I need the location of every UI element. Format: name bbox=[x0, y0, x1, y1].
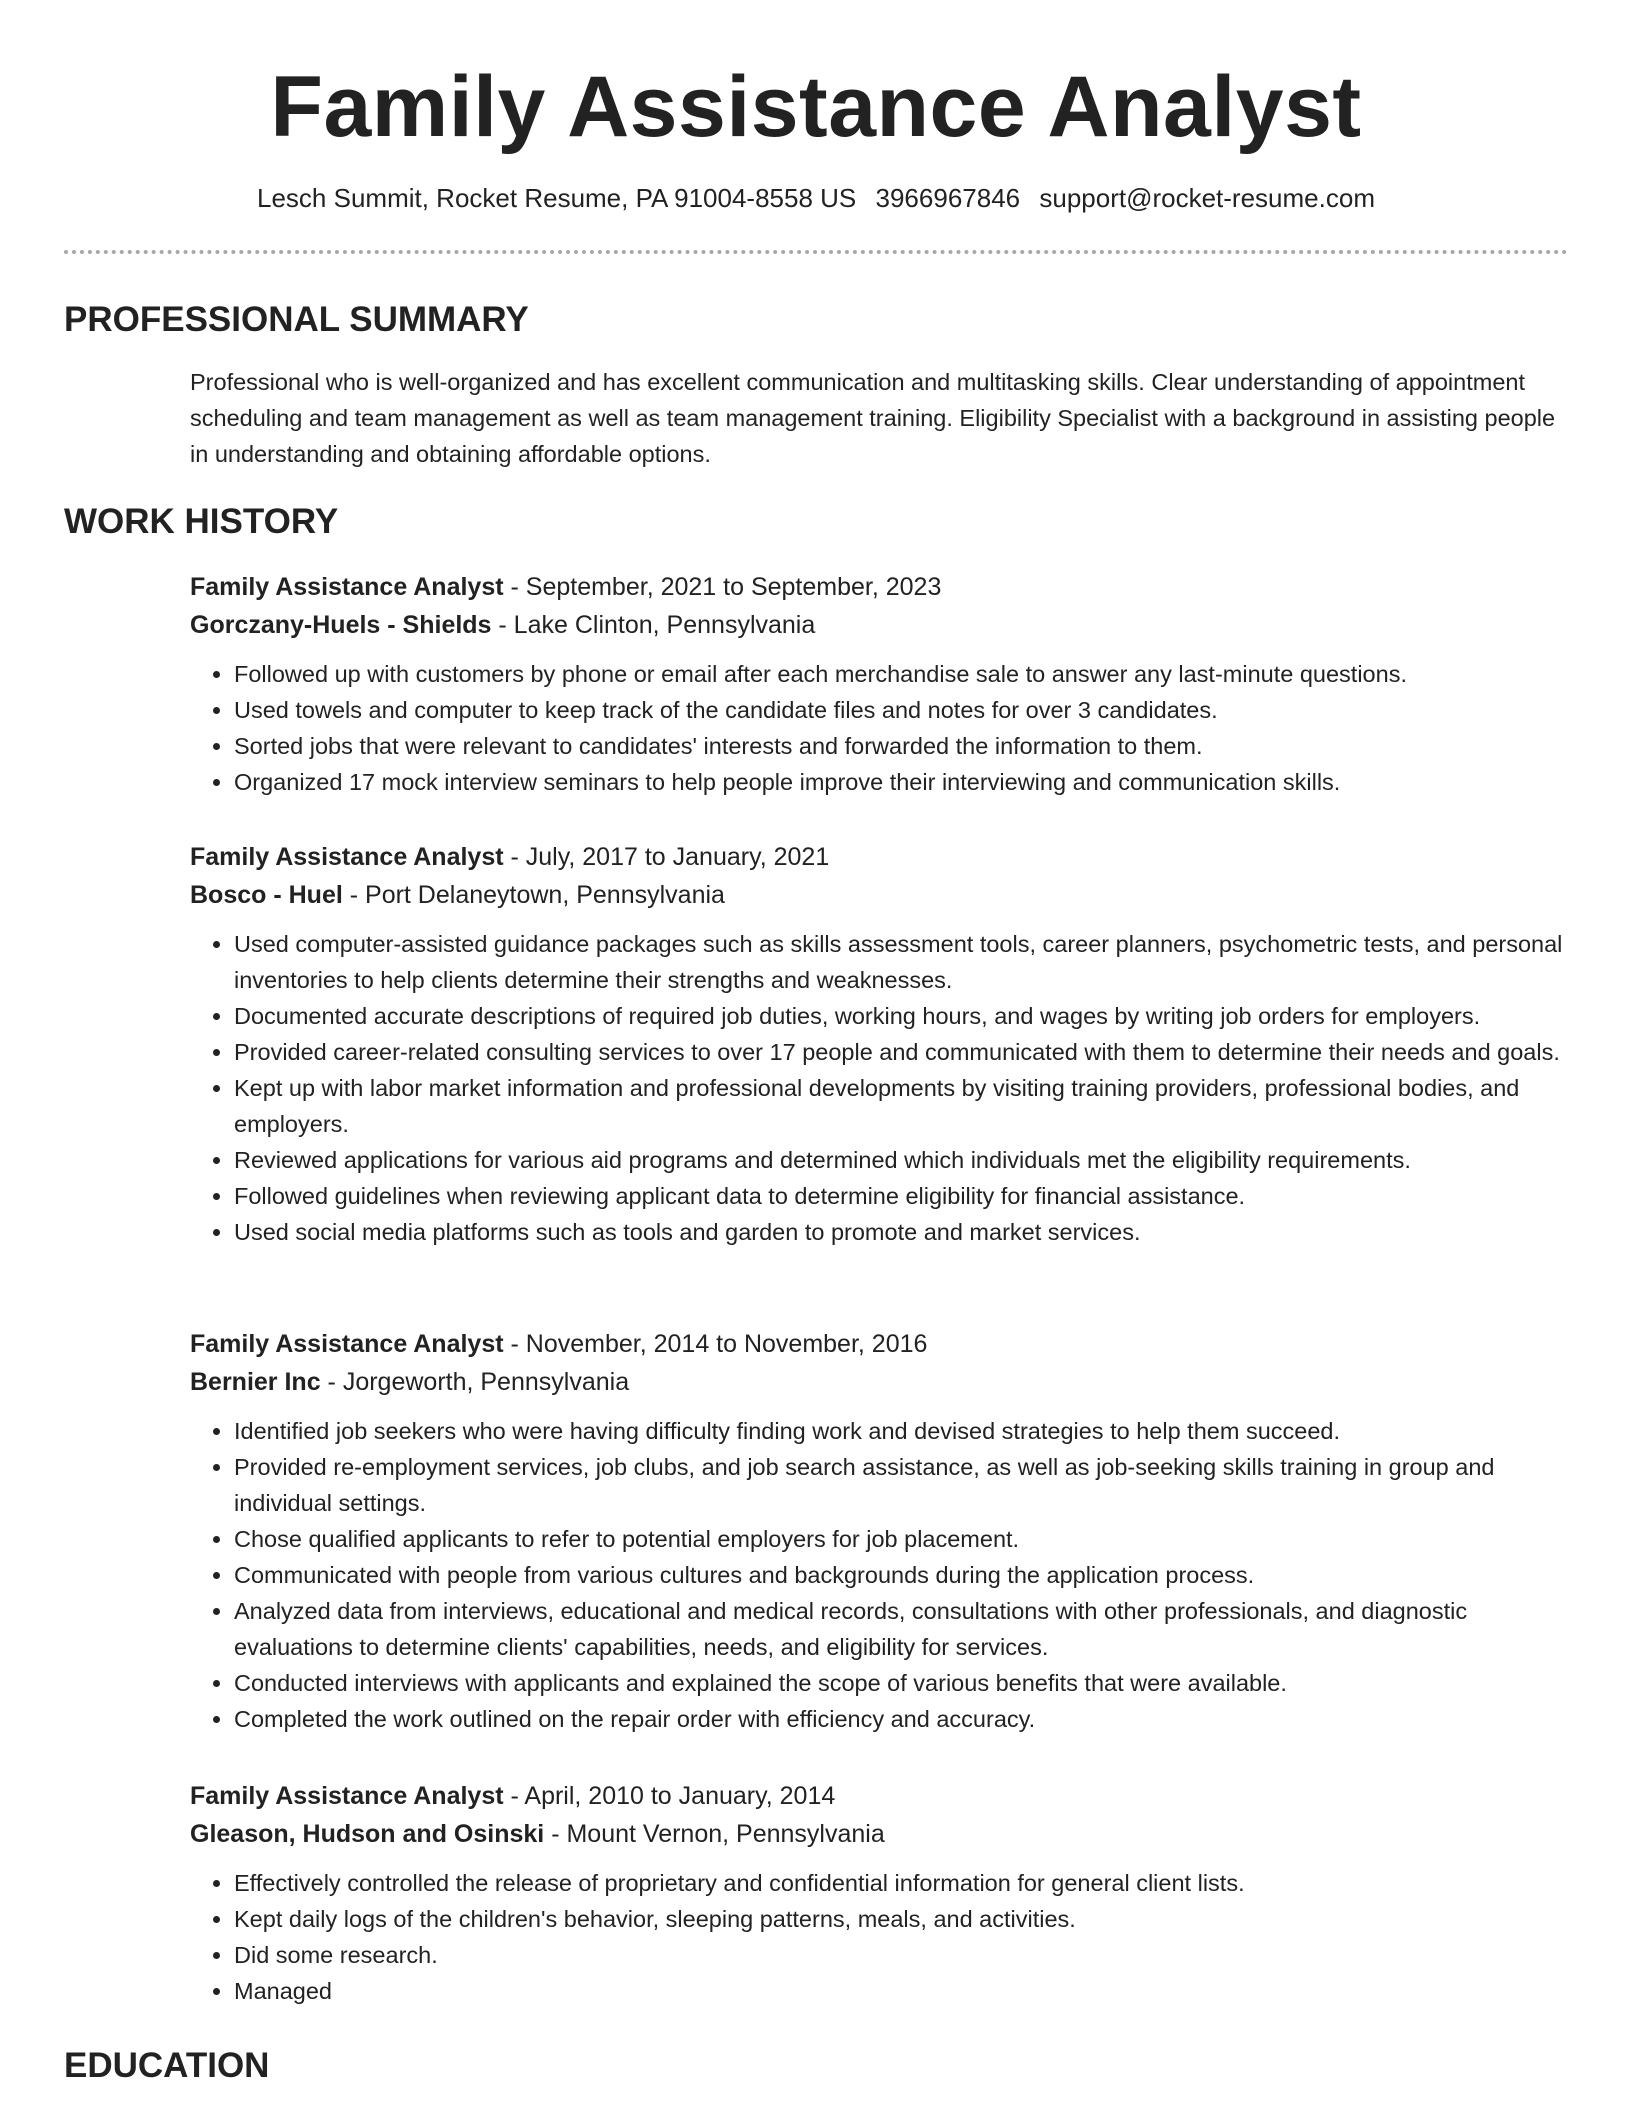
candidate-name: Family Assistance Analyst bbox=[270, 59, 1362, 155]
job-dates: - July, 2017 to January, 2021 bbox=[503, 843, 830, 871]
job-bullet: • Sorted jobs that were relevant to candidates' interests and forwarded the information to them. bbox=[234, 728, 1568, 764]
job-entry bbox=[190, 1777, 1568, 2009]
job-bullet: • Analyzed data from interviews, educational and medical records, consultations with other professionals, and diagnostic evaluations to determine clients' capabilities, needs, and eligibility for services. bbox=[234, 1593, 1568, 1665]
job-company-line bbox=[190, 1363, 1568, 1401]
job-bullet: • Provided re-employment services, job clubs, and job search assistance, as well as job-seeking skills training in group and individual settings. bbox=[234, 1449, 1568, 1521]
job-company: Bernier Inc bbox=[190, 1368, 321, 1396]
job-bullet: • Managed bbox=[234, 1973, 1568, 2009]
job-bullets bbox=[190, 926, 1568, 1250]
job-location: - Lake Clinton, Pennsylvania bbox=[491, 611, 816, 639]
job-bullet: • Used towels and computer to keep track of the candidate files and notes for over 3 candidates. bbox=[234, 692, 1568, 728]
job-company: Gorczany-Huels - Shields bbox=[190, 611, 492, 639]
contact-email: support@rocket-resume.com bbox=[1039, 183, 1375, 213]
job-title-line bbox=[190, 838, 1568, 876]
job-bullet: • Communicated with people from various cultures and backgrounds during the application process. bbox=[234, 1557, 1568, 1593]
job-company: Bosco - Huel bbox=[190, 881, 343, 909]
summary-text: Professional who is well-organized and has excellent communication and multitasking skills. Clear understanding of appointment scheduling and team management as well as team management training. Eligibility Specialist with a background in assisting people in understanding and obtaining affordable options. bbox=[190, 369, 1556, 467]
job-title-line bbox=[190, 1325, 1568, 1363]
job-bullet: • Used computer-assisted guidance packages such as skills assessment tools, career planners, psychometric tests, and personal inventories to help clients determine their strengths and weaknesses. bbox=[234, 926, 1568, 998]
job-entry bbox=[190, 838, 1568, 1250]
job-bullet: • Kept up with labor market information and professional developments by visiting training providers, professional bodies, and employers. bbox=[234, 1070, 1568, 1142]
job-bullet: • Identified job seekers who were having difficulty finding work and devised strategies to help them succeed. bbox=[234, 1413, 1568, 1449]
job-dates: - April, 2010 to January, 2014 bbox=[503, 1782, 836, 1810]
section-title-work-history: WORK HISTORY bbox=[64, 502, 339, 541]
job-bullet: • Did some research. bbox=[234, 1937, 1568, 1973]
job-bullet: • Organized 17 mock interview seminars to help people improve their interviewing and communication skills. bbox=[234, 764, 1568, 800]
job-bullet: • Documented accurate descriptions of required job duties, working hours, and wages by writing job orders for employers. bbox=[234, 998, 1568, 1034]
job-dates: - September, 2021 to September, 2023 bbox=[503, 573, 942, 601]
job-company-line bbox=[190, 1815, 1568, 1853]
contact-line bbox=[0, 180, 1632, 216]
job-bullets bbox=[190, 656, 1568, 800]
job-title: Family Assistance Analyst bbox=[190, 573, 504, 601]
section-title-summary: PROFESSIONAL SUMMARY bbox=[64, 300, 529, 339]
job-company-line bbox=[190, 606, 1568, 644]
job-bullet: • Effectively controlled the release of proprietary and confidential information for general client lists. bbox=[234, 1865, 1568, 1901]
job-company-line bbox=[190, 876, 1568, 914]
job-bullet: • Followed up with customers by phone or email after each merchandise sale to answer any last-minute questions. bbox=[234, 656, 1568, 692]
job-title-line bbox=[190, 1777, 1568, 1815]
job-location: - Jorgeworth, Pennsylvania bbox=[320, 1368, 630, 1396]
job-title: Family Assistance Analyst bbox=[190, 1330, 504, 1358]
job-bullet: • Provided career-related consulting services to over 17 people and communicated with them to determine their needs and goals. bbox=[234, 1034, 1568, 1070]
contact-phone: 3966967846 bbox=[875, 183, 1021, 213]
job-bullet: • Followed guidelines when reviewing applicant data to determine eligibility for financial assistance. bbox=[234, 1178, 1568, 1214]
job-title: Family Assistance Analyst bbox=[190, 1782, 504, 1810]
job-dates: - November, 2014 to November, 2016 bbox=[503, 1330, 928, 1358]
job-bullet: • Chose qualified applicants to refer to potential employers for job placement. bbox=[234, 1521, 1568, 1557]
job-bullet: • Reviewed applications for various aid programs and determined which individuals met the eligibility requirements. bbox=[234, 1142, 1568, 1178]
contact-address: Lesch Summit, Rocket Resume, PA 91004-8558 US bbox=[257, 183, 857, 213]
job-bullets bbox=[190, 1413, 1568, 1737]
job-bullet: • Used social media platforms such as tools and garden to promote and market services. bbox=[234, 1214, 1568, 1250]
header-divider bbox=[64, 250, 1568, 254]
job-title: Family Assistance Analyst bbox=[190, 843, 504, 871]
job-location: - Port Delaneytown, Pennsylvania bbox=[342, 881, 725, 909]
job-company: Gleason, Hudson and Osinski bbox=[190, 1820, 545, 1848]
job-bullet: • Conducted interviews with applicants and explained the scope of various benefits that were available. bbox=[234, 1665, 1568, 1701]
job-title-line bbox=[190, 568, 1568, 606]
job-bullet: • Completed the work outlined on the repair order with efficiency and accuracy. bbox=[234, 1701, 1568, 1737]
job-entry bbox=[190, 568, 1568, 800]
section-title-education: EDUCATION bbox=[64, 2046, 270, 2085]
job-bullets bbox=[190, 1865, 1568, 2009]
job-entry bbox=[190, 1325, 1568, 1737]
job-bullet: • Kept daily logs of the children's behavior, sleeping patterns, meals, and activities. bbox=[234, 1901, 1568, 1937]
job-location: - Mount Vernon, Pennsylvania bbox=[544, 1820, 885, 1848]
